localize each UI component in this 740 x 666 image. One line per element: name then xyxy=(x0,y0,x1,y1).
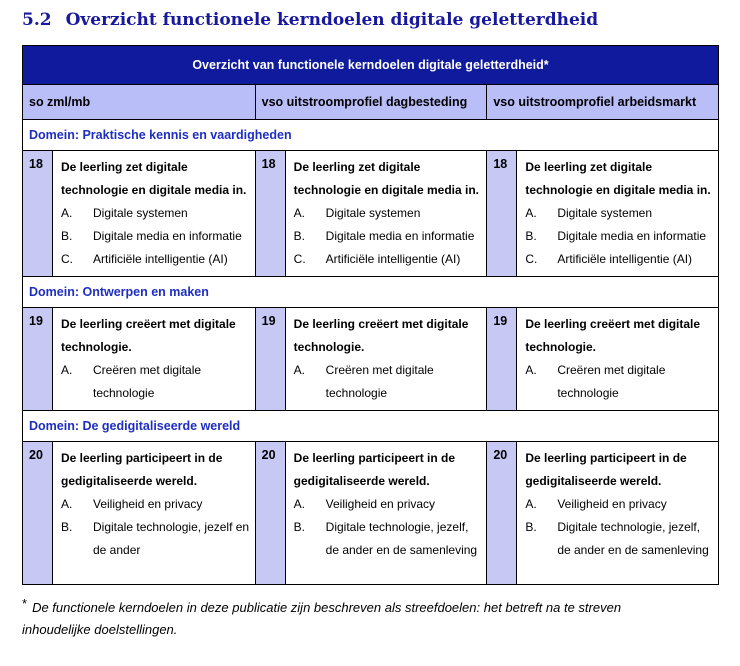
footnote-text: De functionele kerndoelen in deze publicatie zijn beschreven als streefdoelen: het betreft na te streven inhoudelijke doelstellingen. xyxy=(22,600,622,637)
subitem-letter: A. xyxy=(525,497,537,511)
section-title: Overzicht functionele kerndoelen digitale geletterdheid xyxy=(65,10,599,30)
goal-number: 19 xyxy=(23,308,53,410)
subitem-letter: A. xyxy=(525,363,537,377)
subitem-text: Artificiële intelligentie (AI) xyxy=(93,252,228,266)
goal-title: De leerling creëert met digitale technologie. xyxy=(293,317,469,354)
goal-row-19 xyxy=(23,308,718,411)
domain-header-praktische-kennis: Domein: Praktische kennis en vaardigheden xyxy=(23,120,718,151)
subitem-letter: B. xyxy=(293,520,305,534)
table-title: Overzicht van functionele kerndoelen digitale geletterdheid* xyxy=(23,46,718,85)
goal-title: De leerling creëert met digitale technologie. xyxy=(525,317,701,354)
goal-content xyxy=(286,442,487,584)
subitem-text: Digitale systemen xyxy=(93,206,188,220)
goal-row-20 xyxy=(23,442,718,584)
subitem-letter: A. xyxy=(61,363,73,377)
goal-title: De leerling creëert met digitale technologie. xyxy=(61,317,236,354)
goal-cell-19-so xyxy=(23,308,255,410)
subitem-text: Veiligheid en privacy xyxy=(325,497,436,511)
goal-number: 18 xyxy=(256,151,286,276)
subitem-letter: A. xyxy=(525,206,537,220)
goal-cell-18-so xyxy=(23,151,255,276)
goal-subitem xyxy=(294,202,483,225)
goal-title: De leerling participeert in de gedigitaliseerde wereld. xyxy=(293,451,456,488)
goal-content xyxy=(53,308,255,410)
subitem-letter: B. xyxy=(293,229,305,243)
goal-number: 18 xyxy=(487,151,517,276)
subitem-letter: C. xyxy=(293,252,306,266)
footnote xyxy=(22,593,630,641)
goal-subitem xyxy=(61,493,251,516)
goal-subitem xyxy=(294,516,483,562)
goal-subitem xyxy=(61,248,251,271)
goal-content xyxy=(517,442,718,584)
subitem-letter: A. xyxy=(293,363,305,377)
subitem-letter: B. xyxy=(61,229,73,243)
goal-number: 20 xyxy=(487,442,517,584)
goal-title: De leerling participeert in de gedigitaliseerde wereld. xyxy=(525,451,687,488)
subitem-text: Digitale media en informatie xyxy=(325,229,475,243)
subitem-text: Artificiële intelligentie (AI) xyxy=(557,252,693,266)
subitem-letter: A. xyxy=(61,497,73,511)
subitem-text: Creëren met digitale technologie xyxy=(93,363,202,400)
column-header-vso-arbeidsmarkt: vso uitstroomprofiel arbeidsmarkt xyxy=(486,85,718,119)
column-header-vso-dagbesteding: vso uitstroomprofiel dagbesteding xyxy=(255,85,487,119)
subitem-text: Artificiële intelligentie (AI) xyxy=(325,252,461,266)
goal-subitem xyxy=(294,225,483,248)
goal-row-18 xyxy=(23,151,718,277)
column-header-so-zml-mb: so zml/mb xyxy=(23,85,255,119)
goal-cell-19-arbeidsmarkt xyxy=(486,308,718,410)
subitem-letter: B. xyxy=(525,229,537,243)
subitem-letter: A. xyxy=(293,497,305,511)
goal-subitem xyxy=(294,359,483,405)
subitem-text: Digitale systemen xyxy=(557,206,653,220)
footnote-marker: * xyxy=(22,596,28,611)
goal-subitem xyxy=(525,359,714,405)
subitem-text: Digitale technologie, jezelf, de ander en de samenleving xyxy=(325,520,478,557)
goal-subitem xyxy=(61,202,251,225)
goal-subitem xyxy=(294,248,483,271)
goal-content xyxy=(286,308,487,410)
goal-cell-20-dagbesteding xyxy=(255,442,487,584)
goal-subitem xyxy=(525,248,714,271)
kerndoelen-table xyxy=(22,45,719,585)
subitem-letter: C. xyxy=(61,252,73,266)
goal-number: 19 xyxy=(256,308,286,410)
goal-cell-18-arbeidsmarkt xyxy=(486,151,718,276)
goal-number: 18 xyxy=(23,151,53,276)
goal-title: De leerling zet digitale technologie en digitale media in. xyxy=(293,160,480,197)
goal-subitem xyxy=(525,202,714,225)
subitem-text: Creëren met digitale technologie xyxy=(325,363,434,400)
goal-cell-20-arbeidsmarkt xyxy=(486,442,718,584)
goal-subitem xyxy=(294,493,483,516)
goal-number: 20 xyxy=(23,442,53,584)
subitem-text: Creëren met digitale technologie xyxy=(557,363,666,400)
subitem-letter: B. xyxy=(61,520,73,534)
subitem-text: Veiligheid en privacy xyxy=(93,497,203,511)
goal-title: De leerling zet digitale technologie en digitale media in. xyxy=(61,160,247,197)
subitem-text: Digitale media en informatie xyxy=(93,229,242,243)
domain-header-gedigitaliseerde-wereld: Domein: De gedigitaliseerde wereld xyxy=(23,411,718,442)
goal-content xyxy=(286,151,487,276)
goal-number: 20 xyxy=(256,442,286,584)
goal-subitem xyxy=(525,225,714,248)
goal-title: De leerling participeert in de gedigitaliseerde wereld. xyxy=(61,451,223,488)
subitem-letter: C. xyxy=(525,252,538,266)
table-column-header-row xyxy=(23,85,718,120)
goal-subitem xyxy=(61,225,251,248)
goal-subitem xyxy=(525,493,714,516)
goal-subitem xyxy=(61,359,251,405)
goal-title: De leerling zet digitale technologie en digitale media in. xyxy=(525,160,711,197)
goal-cell-19-dagbesteding xyxy=(255,308,487,410)
goal-subitem xyxy=(61,516,251,562)
goal-cell-18-dagbesteding xyxy=(255,151,487,276)
document-page xyxy=(0,10,740,641)
goal-content xyxy=(517,151,718,276)
goal-subitem xyxy=(525,516,714,562)
subitem-letter: A. xyxy=(293,206,305,220)
goal-content xyxy=(517,308,718,410)
domain-header-ontwerpen-en-maken: Domein: Ontwerpen en maken xyxy=(23,277,718,308)
goal-number: 19 xyxy=(487,308,517,410)
subitem-text: Digitale systemen xyxy=(325,206,421,220)
goal-content xyxy=(53,151,255,276)
subitem-text: Digitale technologie, jezelf en de ander xyxy=(93,520,250,557)
subitem-text: Veiligheid en privacy xyxy=(557,497,667,511)
goal-cell-20-so xyxy=(23,442,255,584)
subitem-text: Digitale media en informatie xyxy=(557,229,707,243)
subitem-letter: B. xyxy=(525,520,537,534)
section-number: 5.2 xyxy=(22,10,52,30)
subitem-letter: A. xyxy=(61,206,73,220)
subitem-text: Digitale technologie, jezelf, de ander en de samenleving xyxy=(557,520,709,557)
section-heading xyxy=(22,10,740,30)
goal-content xyxy=(53,442,255,584)
